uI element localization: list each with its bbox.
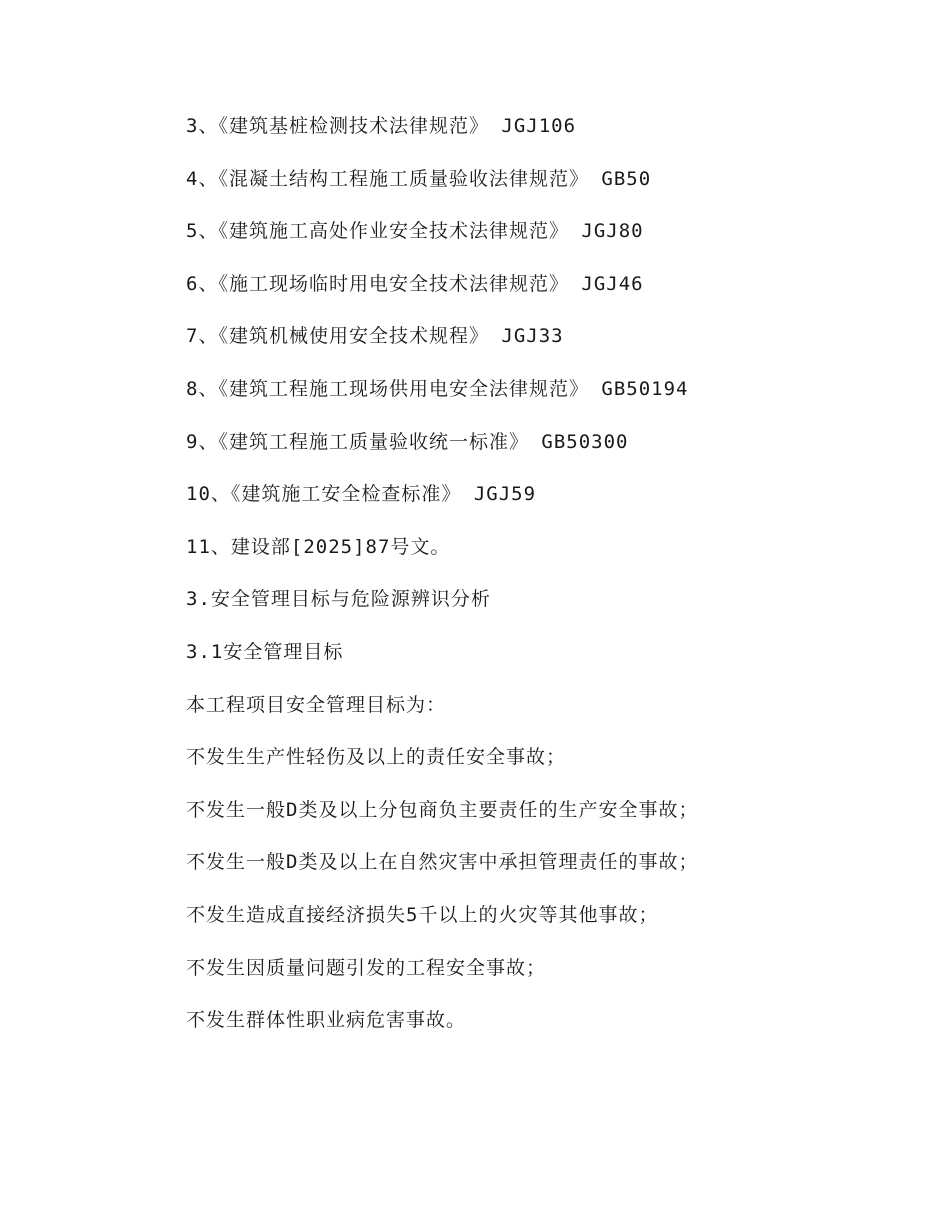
goal-item: 不发生群体性职业病危害事故。 <box>186 1009 467 1032</box>
goal-item: 不发生一般D类及以上分包商负主要责任的生产安全事故； <box>186 798 699 821</box>
reference-item-7: 7、《建筑机械使用安全技术规程》 JGJ33 <box>186 325 564 348</box>
reference-item-11: 11、建设部[2025]87号文。 <box>186 535 451 558</box>
reference-item-5: 5、《建筑施工高处作业安全技术法律规范》 JGJ80 <box>186 220 644 243</box>
goal-item: 不发生造成直接经济损失5千以上的火灾等其他事故； <box>186 903 659 926</box>
reference-item-6: 6、《施工现场临时用电安全技术法律规范》 JGJ46 <box>186 272 644 295</box>
section-heading: 3.安全管理目标与危险源辨识分析 <box>186 588 491 611</box>
subsection-heading: 3.1安全管理目标 <box>186 640 344 663</box>
reference-item-4: 4、《混凝土结构工程施工质量验收法律规范》 GB50 <box>186 167 652 190</box>
goal-item: 不发生生产性轻伤及以上的责任安全事故； <box>186 746 567 769</box>
reference-item-8: 8、《建筑工程施工现场供用电安全法律规范》 GB50194 <box>186 377 689 400</box>
goal-item: 不发生因质量问题引发的工程安全事故； <box>186 956 547 979</box>
reference-item-3: 3、《建筑基桩检测技术法律规范》 JGJ106 <box>186 115 577 137</box>
document-body <box>186 110 906 1057</box>
goal-item: 不发生一般D类及以上在自然灾害中承担管理责任的事故； <box>186 851 699 874</box>
paragraph-intro: 本工程项目安全管理目标为： <box>186 693 447 716</box>
reference-item-10: 10、《建筑施工安全检查标准》 JGJ59 <box>186 483 537 506</box>
reference-item-9: 9、《建筑工程施工质量验收统一标准》 GB50300 <box>186 430 629 453</box>
